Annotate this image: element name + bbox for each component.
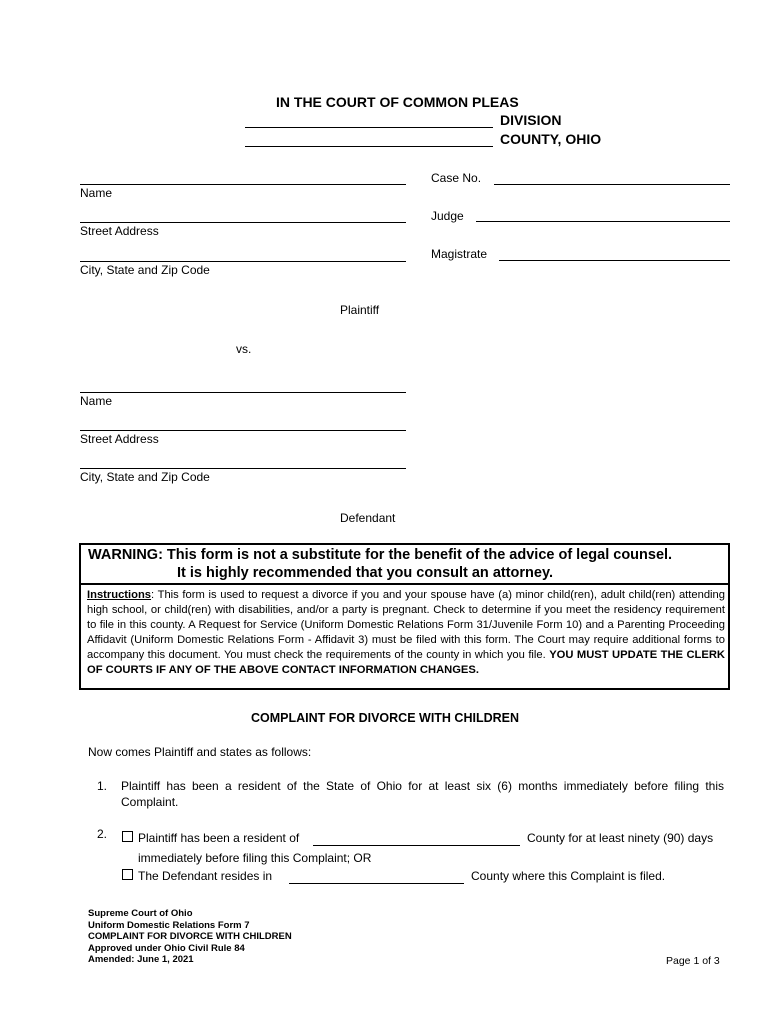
- instructions-body: : This form is used to request a divorce if you and your spouse have (a) minor child(ren), adult child(ren) attending high school, or child(ren) with disabilities, and/or a party is pregnant. Check to determine if you meet the residency requirement to file in this county. A Request for Service (Uniform Domestic Relations Form 31/Juvenile Form 10) and a Parenting Proceeding Affidavit (Uniform Domestic Relations Form - Affidavit 3) must be filed with this form. The Court may require additional forms to accompany this document. You must check the requirements of the county in which you file.: [87, 589, 725, 661]
- plaintiff-city-label: City, State and Zip Code: [80, 263, 210, 277]
- plaintiff-county-line[interactable]: [313, 845, 520, 846]
- county-blank-line[interactable]: [245, 146, 493, 147]
- footer-line-1: Supreme Court of Ohio: [88, 908, 193, 919]
- defendant-city-line[interactable]: [80, 468, 406, 469]
- case-no-label: Case No.: [431, 171, 482, 185]
- plaintiff-street-line[interactable]: [80, 222, 406, 223]
- complaint-title: COMPLAINT FOR DIVORCE WITH CHILDREN: [250, 711, 520, 725]
- item1-number: 1.: [97, 779, 108, 793]
- defendant-name-label: Name: [80, 394, 113, 408]
- vs-label: vs.: [236, 342, 252, 356]
- judge-line[interactable]: [476, 221, 730, 222]
- item2-option1-text-b: County for at least ninety (90) days: [527, 831, 714, 845]
- plaintiff-name-line[interactable]: [80, 184, 406, 185]
- residency-checkbox-defendant[interactable]: [122, 869, 133, 880]
- plaintiff-role-label: Plaintiff: [340, 303, 380, 317]
- footer-line-5: Amended: June 1, 2021: [88, 954, 194, 965]
- defendant-name-line[interactable]: [80, 392, 406, 393]
- item2-option2-text-b: County where this Complaint is filed.: [471, 869, 666, 883]
- item1-text-line1: Plaintiff has been a resident of the State of Ohio for at least six (6) months immediately before filing this: [121, 779, 724, 793]
- magistrate-label: Magistrate: [431, 247, 488, 261]
- defendant-street-line[interactable]: [80, 430, 406, 431]
- warning-box: [79, 543, 730, 690]
- defendant-role-label: Defendant: [340, 511, 396, 525]
- warning-line-2: It is highly recommended that you consult an attorney.: [177, 565, 553, 581]
- defendant-county-line[interactable]: [289, 883, 464, 884]
- item2-option2-text-a: The Defendant resides in: [138, 869, 273, 883]
- instructions-label: Instructions: [87, 589, 152, 601]
- instructions-bold: YOU MUST UPDATE THE CLERK OF COURTS IF ANY OF THE ABOVE CONTACT INFORMATION CHANGES.: [87, 649, 725, 676]
- form-footer: [88, 908, 292, 966]
- defendant-city-label: City, State and Zip Code: [80, 470, 210, 484]
- complaint-intro: Now comes Plaintiff and states as follows:: [88, 745, 312, 759]
- case-no-line[interactable]: [494, 184, 730, 185]
- defendant-street-label: Street Address: [80, 432, 159, 446]
- warning-header: [81, 545, 728, 585]
- plaintiff-street-label: Street Address: [80, 224, 159, 238]
- division-blank-line[interactable]: [245, 127, 493, 128]
- magistrate-line[interactable]: [499, 260, 730, 261]
- item2-option1-text-a: Plaintiff has been a resident of: [138, 831, 300, 845]
- residency-checkbox-plaintiff[interactable]: [122, 831, 133, 842]
- plaintiff-city-line[interactable]: [80, 261, 406, 262]
- judge-label: Judge: [431, 209, 464, 223]
- court-title: IN THE COURT OF COMMON PLEAS: [276, 94, 519, 110]
- county-label: COUNTY, OHIO: [500, 131, 602, 147]
- plaintiff-name-label: Name: [80, 186, 113, 200]
- footer-line-3: COMPLAINT FOR DIVORCE WITH CHILDREN: [88, 931, 292, 942]
- item2-option1-text-c: immediately before filing this Complaint; OR: [138, 851, 372, 865]
- warning-line-1: WARNING: This form is not a substitute for the benefit of the advice of legal counsel.: [88, 547, 673, 563]
- instructions-text: [87, 588, 725, 678]
- division-label: DIVISION: [500, 112, 562, 128]
- item1-text-line2: Complaint.: [121, 795, 179, 809]
- page-number: Page 1 of 3: [666, 955, 720, 967]
- item2-number: 2.: [97, 827, 108, 841]
- footer-line-4: Approved under Ohio Civil Rule 84: [88, 942, 245, 954]
- footer-line-2: Uniform Domestic Relations Form 7: [88, 919, 250, 931]
